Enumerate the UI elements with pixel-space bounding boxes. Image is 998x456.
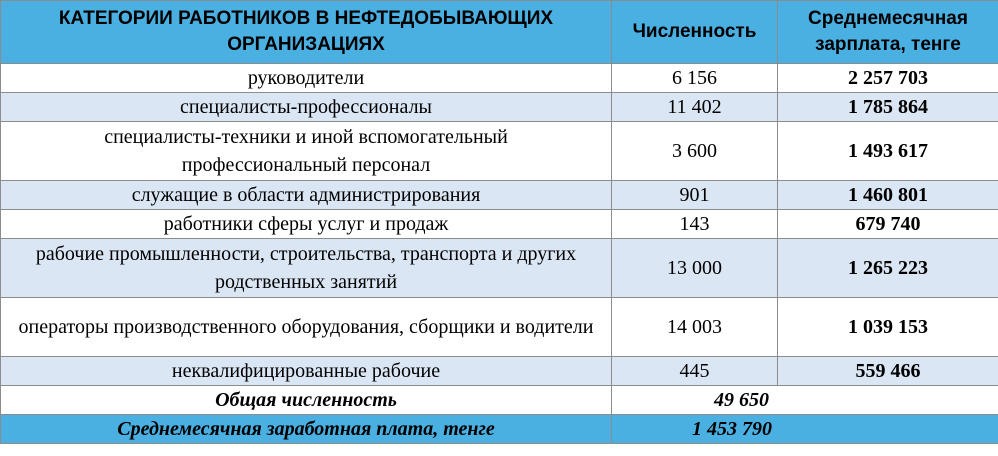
headcount-cell: 143 [612, 210, 778, 239]
salary-header: Среднемесячная зарплата, тенге [778, 1, 998, 64]
average-label: Среднемесячная заработная плата, тенге [1, 415, 612, 444]
total-value: 49 650 [612, 386, 998, 415]
headcount-cell: 14 003 [612, 298, 778, 357]
table-row [1, 357, 998, 386]
category-cell: специалисты-профессионалы [1, 93, 612, 122]
salary-cell: 1 785 864 [778, 93, 998, 122]
total-label: Общая численность [1, 386, 612, 415]
category-cell: руководители [1, 64, 612, 93]
headcount-cell: 901 [612, 181, 778, 210]
salary-cell: 559 466 [778, 357, 998, 386]
headcount-cell: 6 156 [612, 64, 778, 93]
salary-cell: 1 493 617 [778, 122, 998, 181]
headcount-cell: 11 402 [612, 93, 778, 122]
table-row [1, 122, 998, 181]
table-row [1, 298, 998, 357]
category-cell: рабочие промышленности, строительства, транспорта и других родственных занятий [1, 239, 612, 298]
header-row [1, 1, 998, 64]
headcount-cell: 3 600 [612, 122, 778, 181]
category-cell: служащие в области администрирования [1, 181, 612, 210]
headcount-header: Численность [612, 1, 778, 64]
headcount-cell: 13 000 [612, 239, 778, 298]
table-row [1, 239, 998, 298]
total-row [1, 386, 998, 415]
category-cell: операторы производственного оборудования, сборщики и водители [1, 298, 612, 357]
table-row [1, 64, 998, 93]
salary-cell: 2 257 703 [778, 64, 998, 93]
category-cell: работники сферы услуг и продаж [1, 210, 612, 239]
salary-cell: 1 039 153 [778, 298, 998, 357]
table-row [1, 93, 998, 122]
average-value: 1 453 790 [612, 415, 998, 444]
headcount-cell: 445 [612, 357, 778, 386]
salary-cell: 679 740 [778, 210, 998, 239]
average-row [1, 415, 998, 444]
category-header: КАТЕГОРИИ РАБОТНИКОВ В НЕФТЕДОБЫВАЮЩИХ ОРГАНИЗАЦИЯХ [1, 1, 612, 64]
salary-cell: 1 460 801 [778, 181, 998, 210]
category-cell: специалисты-техники и иной вспомогательный профессиональный персонал [1, 122, 612, 181]
table-row [1, 181, 998, 210]
category-cell: неквалифицированные рабочие [1, 357, 612, 386]
table-row [1, 210, 998, 239]
salary-cell: 1 265 223 [778, 239, 998, 298]
